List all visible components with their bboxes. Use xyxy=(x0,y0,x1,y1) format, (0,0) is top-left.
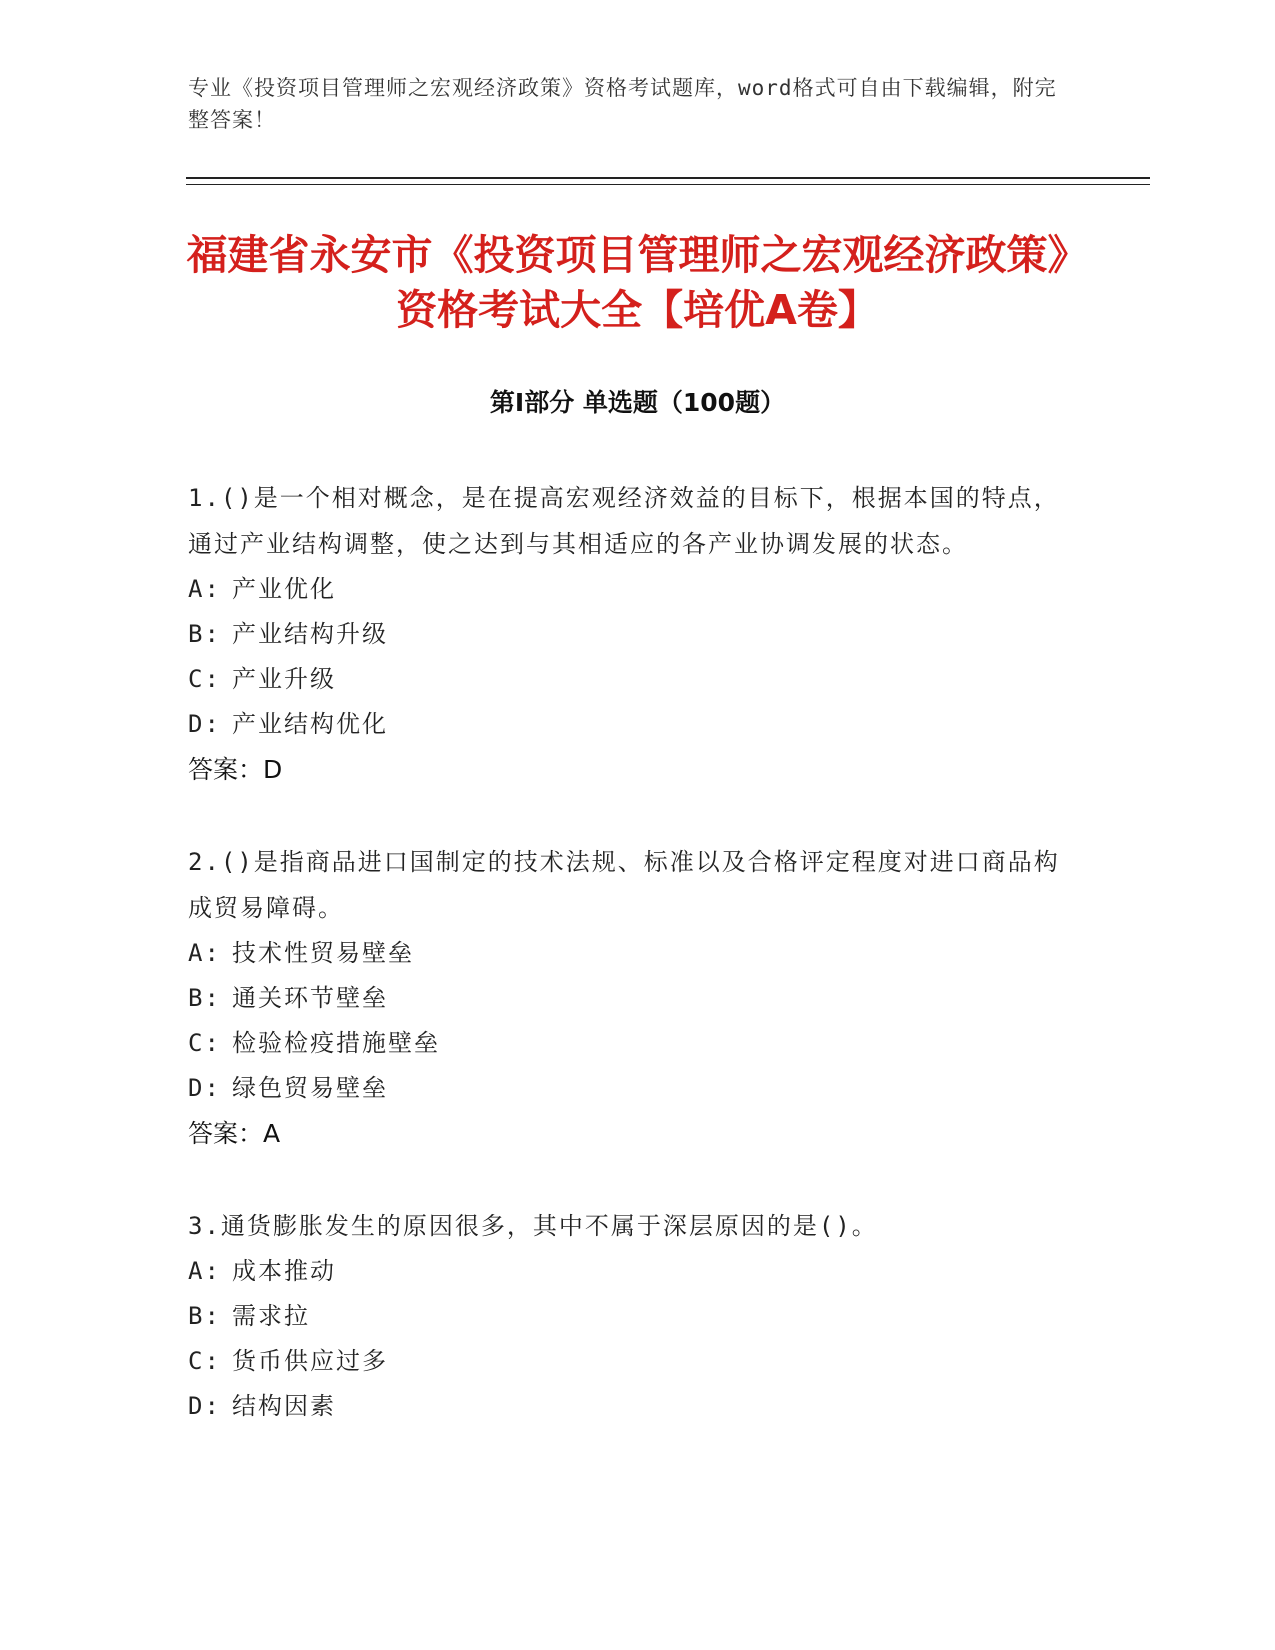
option-text: 检验检疫措施壁垒 xyxy=(232,1029,440,1057)
option-key: A: xyxy=(188,939,221,967)
answer-line: 答案：A xyxy=(188,1119,281,1148)
option-text: 产业优化 xyxy=(232,575,336,603)
option-b xyxy=(188,612,1068,657)
option-text: 技术性贸易壁垒 xyxy=(232,939,414,967)
option-text: 通关环节壁垒 xyxy=(232,984,388,1012)
option-key: A: xyxy=(188,575,221,603)
option-text: 绿色贸易壁垒 xyxy=(232,1074,388,1102)
question-list xyxy=(188,475,1068,1475)
option-a xyxy=(188,931,1068,976)
answer-line: 答案：D xyxy=(188,755,283,784)
option-text: 需求拉 xyxy=(232,1302,310,1330)
option-key: C: xyxy=(188,665,221,693)
intro-note: 专业《投资项目管理师之宏观经济政策》资格考试题库，word格式可自由下载编辑，附完整答案！ xyxy=(188,76,1057,132)
header-divider-thin xyxy=(186,184,1150,185)
question-stem: 3.通货膨胀发生的原因很多，其中不属于深层原因的是()。 xyxy=(188,1212,878,1240)
header-divider-thick xyxy=(186,177,1150,179)
document-title: 福建省永安市《投资项目管理师之宏观经济政策》资格考试大全【培优A卷】 xyxy=(186,231,1089,334)
option-a xyxy=(188,1249,1068,1294)
option-key: B: xyxy=(188,984,221,1012)
option-text: 货币供应过多 xyxy=(232,1347,388,1375)
option-b xyxy=(188,976,1068,1021)
option-text: 产业升级 xyxy=(232,665,336,693)
option-c xyxy=(188,1339,1068,1384)
option-text: 产业结构优化 xyxy=(232,710,388,738)
option-c xyxy=(188,657,1068,702)
option-text: 成本推动 xyxy=(232,1257,336,1285)
question-1 xyxy=(188,475,1068,793)
option-key: D: xyxy=(188,1074,221,1102)
option-b xyxy=(188,1294,1068,1339)
question-stem: 1.()是一个相对概念，是在提高宏观经济效益的目标下，根据本国的特点，通过产业结构调整，使之达到与其相适应的各产业协调发展的状态。 xyxy=(188,484,1060,558)
option-d xyxy=(188,1066,1068,1111)
option-d xyxy=(188,1384,1068,1429)
option-c xyxy=(188,1021,1068,1066)
option-key: A: xyxy=(188,1257,221,1285)
section-heading: 第I部分 单选题（100题） xyxy=(489,388,786,417)
option-key: C: xyxy=(188,1347,221,1375)
option-key: B: xyxy=(188,620,221,648)
question-stem: 2.()是指商品进口国制定的技术法规、标准以及合格评定程度对进口商品构成贸易障碍。 xyxy=(188,848,1060,922)
option-text: 结构因素 xyxy=(232,1392,336,1420)
option-text: 产业结构升级 xyxy=(232,620,388,648)
option-key: D: xyxy=(188,710,221,738)
question-2 xyxy=(188,839,1068,1157)
question-3 xyxy=(188,1203,1068,1429)
option-key: D: xyxy=(188,1392,221,1420)
option-a xyxy=(188,567,1068,612)
option-key: C: xyxy=(188,1029,221,1057)
option-d xyxy=(188,702,1068,747)
option-key: B: xyxy=(188,1302,221,1330)
